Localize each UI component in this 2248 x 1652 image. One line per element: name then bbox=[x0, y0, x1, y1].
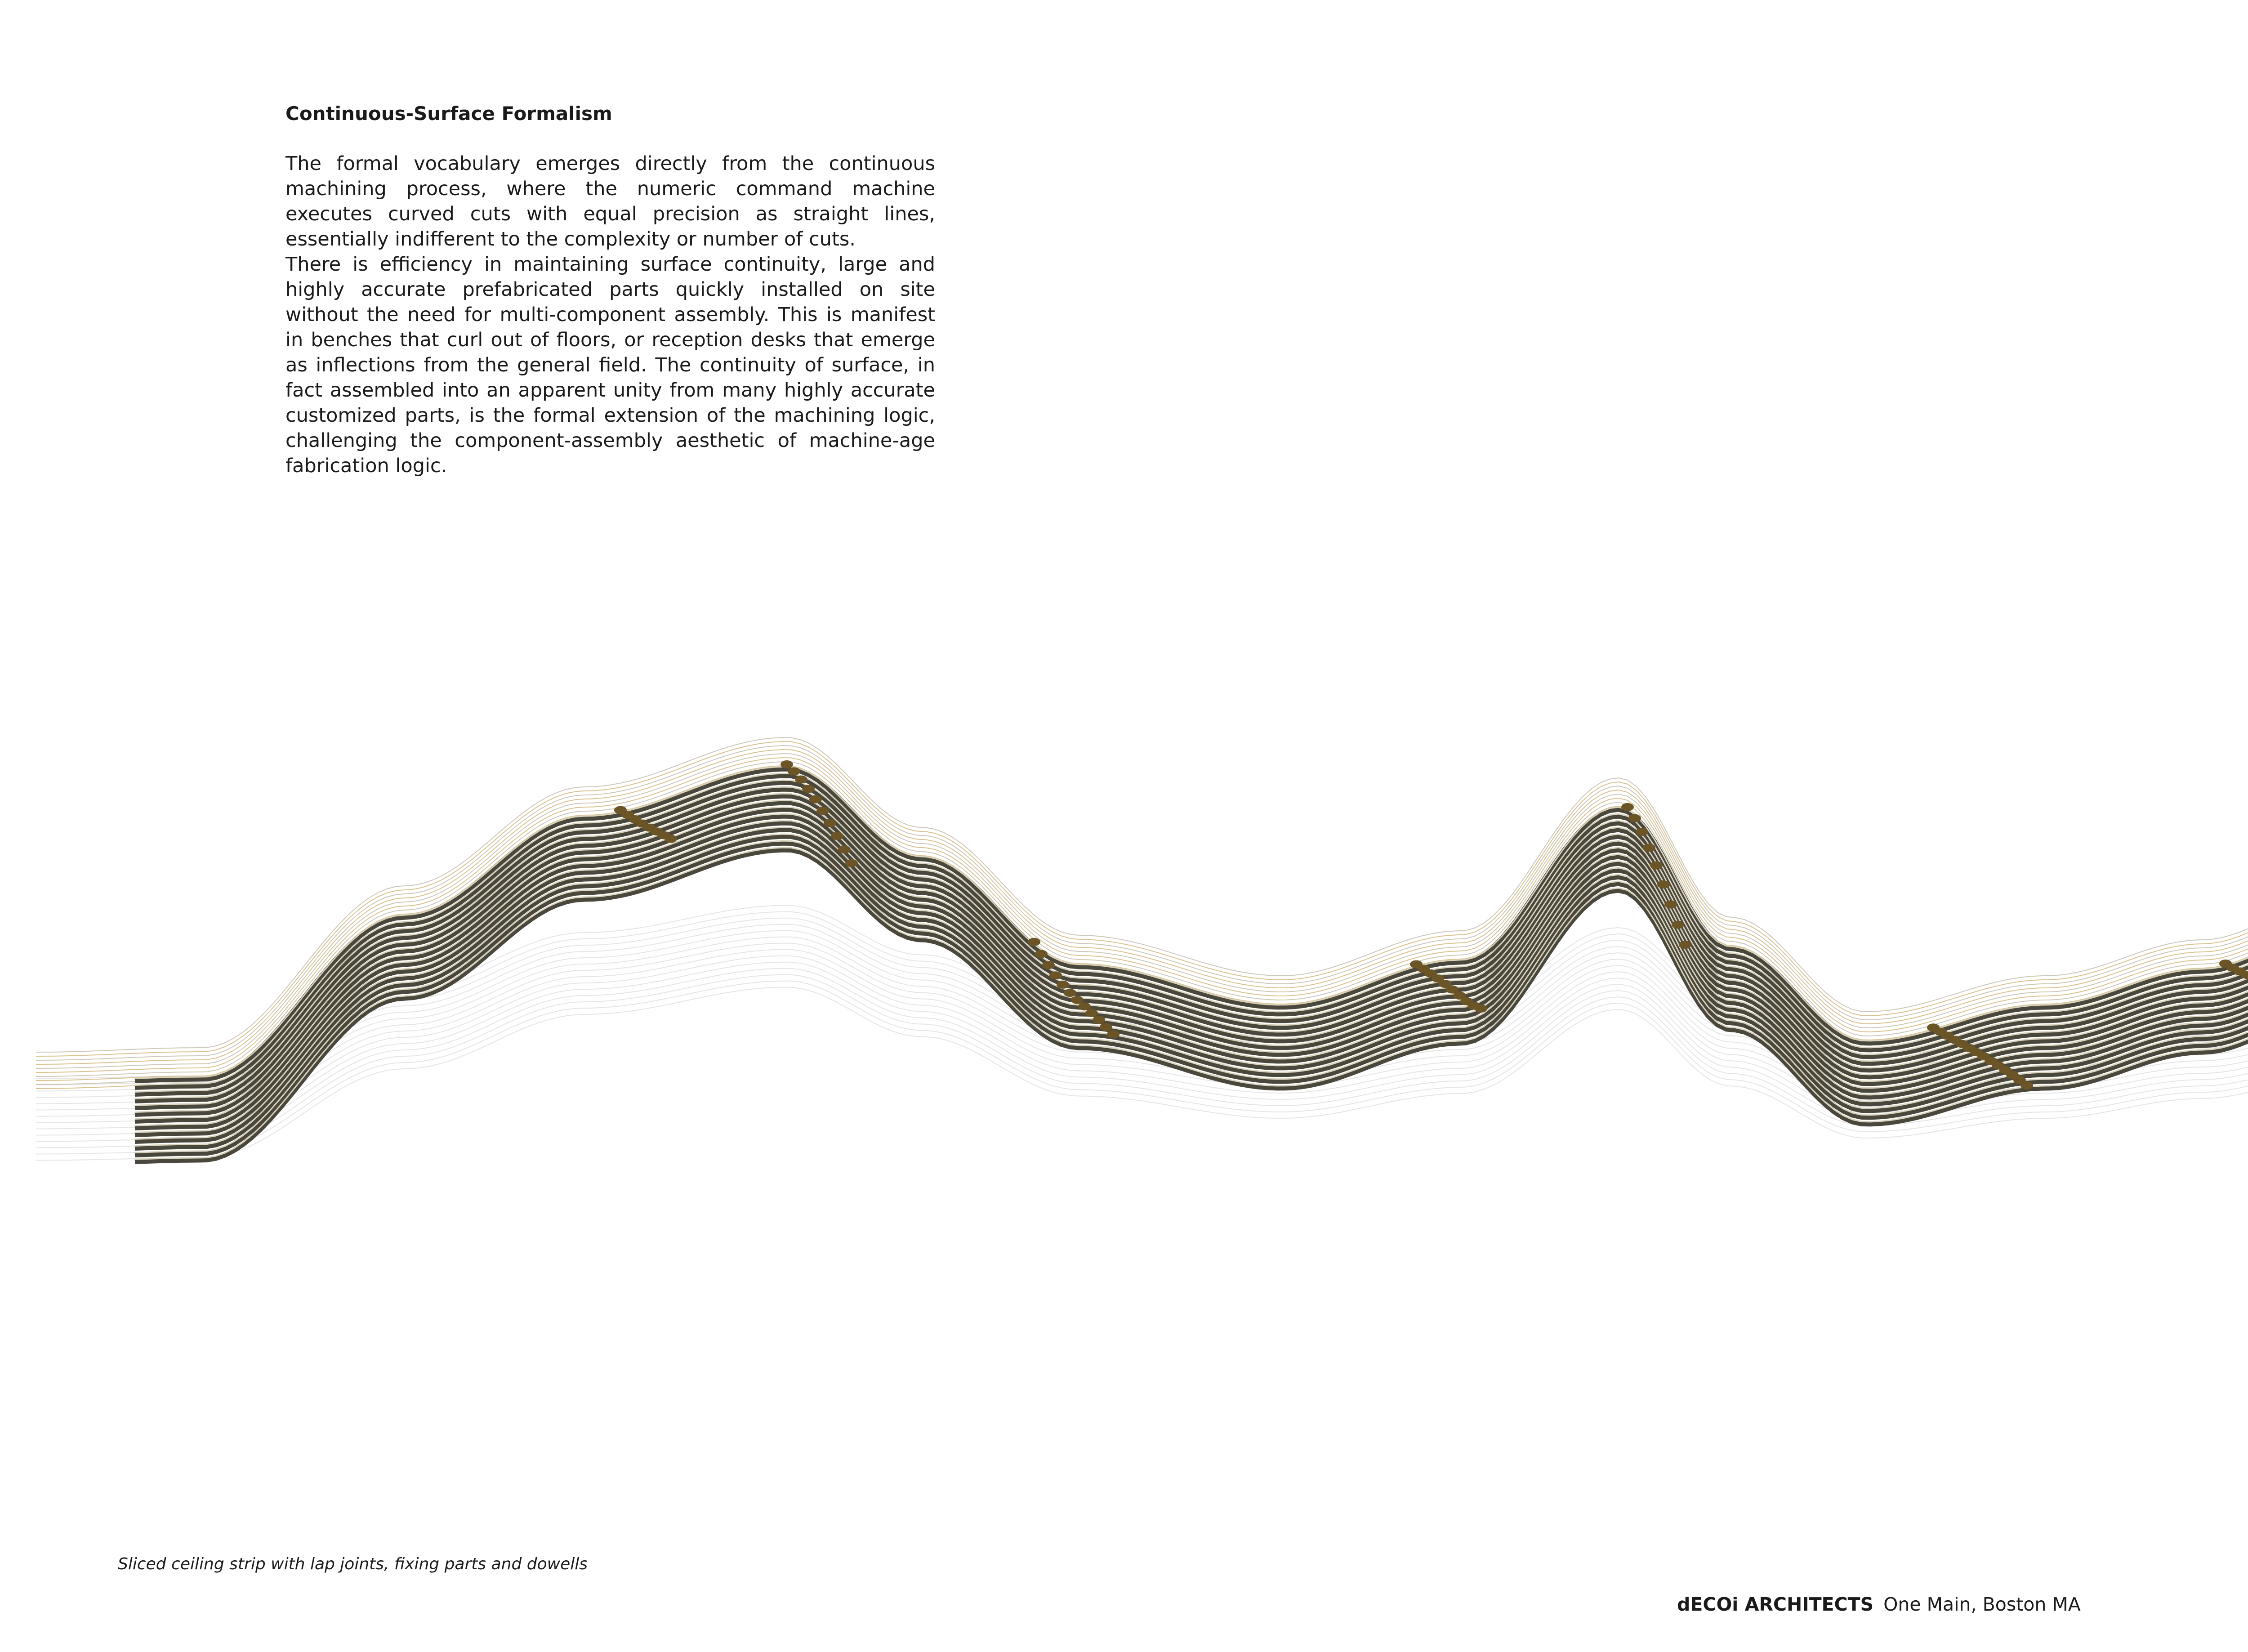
credit-line bbox=[1677, 1594, 2081, 1615]
dowel bbox=[1085, 1009, 1098, 1017]
dowel bbox=[838, 845, 851, 853]
dowel bbox=[1664, 901, 1677, 909]
paragraph-2: There is efficiency in maintaining surface continuity, large and highly accurate prefabricated parts quickly installed on site without the need for multi-component assembly. This is manifest in benches that curl out of floors, or reception desks that emerge as inflections from the general field. The continuity of surface, in fact assembled into an apparent unity from many highly accurate customized parts, is the formal extension of the machining logic, challenging the component-assembly aesthetic of machine-age fabrication logic. bbox=[285, 253, 935, 478]
ceiling-strip-drawing bbox=[0, 692, 2248, 1394]
strip-slice bbox=[135, 809, 2248, 1121]
figure-caption: Sliced ceiling strip with lap joints, fixing parts and dowells bbox=[118, 1555, 588, 1573]
dowel bbox=[1657, 880, 1670, 889]
dowel bbox=[795, 776, 807, 784]
dowel bbox=[1643, 844, 1655, 852]
paragraph-1: The formal vocabulary emerges directly from the continuous machining process, where the numeric command machine executes curved cuts with equal precision as straight lines, essentially indifferent to the complexity or number of cuts. bbox=[285, 152, 935, 251]
dowel bbox=[1672, 921, 1684, 929]
dowel bbox=[1679, 941, 1691, 949]
dowel bbox=[831, 832, 843, 840]
strip-slice bbox=[135, 796, 2248, 1107]
dowel bbox=[1093, 1016, 1105, 1024]
text-block bbox=[285, 103, 935, 478]
dowel bbox=[1057, 981, 1069, 989]
dowel bbox=[665, 835, 677, 843]
dowel bbox=[824, 819, 836, 827]
dowel bbox=[781, 760, 793, 768]
dowel bbox=[2021, 1081, 2033, 1089]
dowel bbox=[845, 859, 858, 867]
dowel bbox=[1064, 989, 1076, 997]
dowel bbox=[1636, 828, 1648, 836]
dowel bbox=[1078, 1002, 1091, 1010]
dowel bbox=[788, 767, 800, 775]
dowel bbox=[809, 795, 822, 804]
dowel bbox=[1475, 1005, 1487, 1013]
firm-name: dECOi ARCHITECTS bbox=[1677, 1594, 1874, 1615]
project-name: One Main, Boston MA bbox=[1883, 1594, 2081, 1615]
dowel bbox=[1100, 1023, 1112, 1031]
dowel bbox=[1028, 938, 1040, 946]
dowel bbox=[1035, 950, 1048, 958]
dowel bbox=[1650, 862, 1663, 870]
dowel bbox=[1107, 1030, 1120, 1038]
dowel bbox=[1042, 961, 1055, 969]
dowel bbox=[1621, 803, 1634, 811]
dowel bbox=[816, 807, 829, 815]
section-heading: Continuous-Surface Formalism bbox=[285, 103, 612, 125]
dowel bbox=[1628, 814, 1641, 822]
dowel bbox=[1049, 971, 1062, 979]
strip-slice bbox=[135, 816, 2248, 1128]
strip-slice bbox=[135, 830, 2248, 1141]
ceiling-strip-illustration bbox=[0, 692, 2248, 1394]
dowel bbox=[802, 785, 815, 793]
